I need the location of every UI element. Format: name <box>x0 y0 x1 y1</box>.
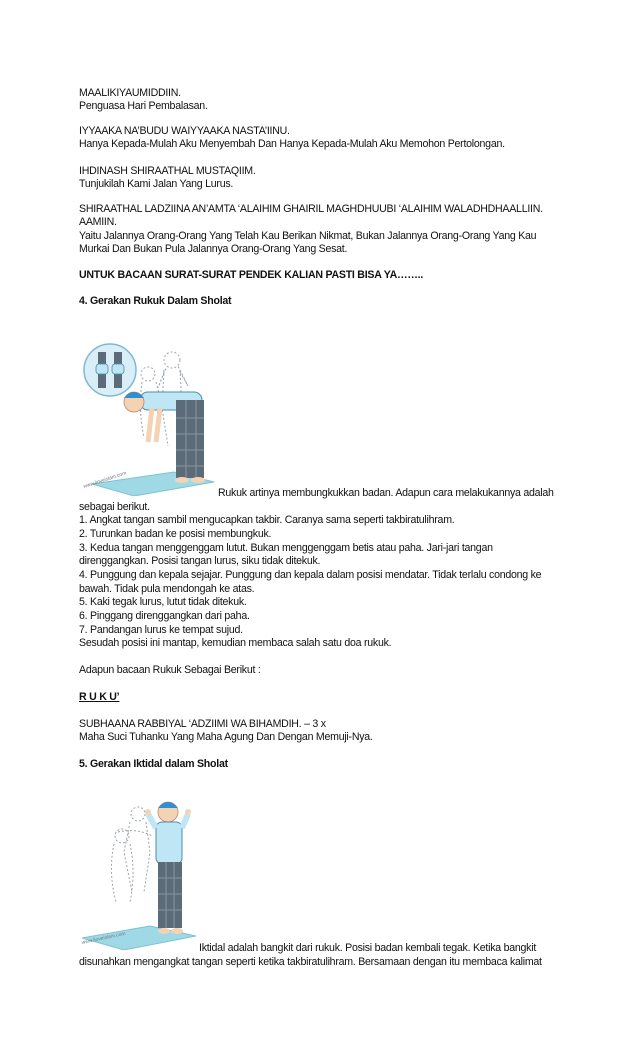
body-line: sebagai berikut. <box>79 501 150 513</box>
bold-notice: UNTUK BACAAN SURAT-SURAT PENDEK KALIAN PASTI BISA YA…….. <box>79 269 424 281</box>
rukuk-reading-intro: Adapun bacaan Rukuk Sebagai Berikut : <box>79 664 261 676</box>
translation-line: Penguasa Hari Pembalasan. <box>79 100 208 112</box>
rukuk-step-3: 3. Kedua tangan menggenggam lutut. Bukan menggenggam betis atau paha. Jari-jari tangan <box>79 542 493 554</box>
rukuk-step-4-cont: bawah. Tidak pula mendongah ke atas. <box>79 583 255 595</box>
arabic-verse-shiraathal: SHIRAATHAL LADZIINA AN’AMTA ‘ALAIHIM GHAIRIL MAGHDHUUBI ‘ALAIHIM WALADHDHAALLIIN. <box>79 203 543 215</box>
rukuk-step-1: 1. Angkat tangan sambil mengucapkan takbir. Caranya sama seperti takbiratulihram. <box>79 514 455 526</box>
arabic-verse-maalikiyaumiddiin: MAALIKIYAUMIDDIIN. <box>79 87 181 99</box>
translation-line: Tunjukilah Kami Jalan Yang Lurus. <box>79 178 234 190</box>
rukuk-step-5: 5. Kaki tegak lurus, lutut tidak ditekuk. <box>79 596 247 608</box>
rukuk-step-6: 6. Pinggang direnggangkan dari paha. <box>79 610 250 622</box>
rukuk-step-7: 7. Pandangan lurus ke tempat sujud. <box>79 624 243 636</box>
arabic-verse-iyyaaka: IYYAAKA NA’BUDU WAIYYAAKA NASTA’IINU. <box>79 125 290 137</box>
rukuk-closing: Sesudah posisi ini mantap, kemudian membaca salah satu doa rukuk. <box>79 637 392 649</box>
ruku-translation: Maha Suci Tuhanku Yang Maha Agung Dan Dengan Memuji-Nya. <box>79 731 373 743</box>
iktidal-intro: Iktidal adalah bangkit dari rukuk. Posisi badan kembali tegak. Ketika bangkit <box>199 942 537 954</box>
watermark: www.iloveislam.com <box>82 470 128 490</box>
translation-line: Yaitu Jalannya Orang-Orang Yang Telah Kau Berikan Nikmat, Bukan Jalannya Orang-Orang Yang Kau <box>79 230 537 242</box>
aamiin-line: AAMIIN. <box>79 216 117 228</box>
body-line: disunahkan mengangkat tangan seperti ketika takbiratulihram. Bersamaan dengan itu membaca kalimat <box>79 956 542 968</box>
rukuk-intro: Rukuk artinya membungkukkan badan. Adapun cara melakukannya adalah <box>218 487 554 499</box>
watermark: www.iloveislam.com <box>81 930 127 946</box>
ruku-recitation: SUBHAANA RABBIYAL ‘ADZIIMI WA BIHAMDIH. – 3 x <box>79 718 326 730</box>
ruku-heading: R U K U’ <box>79 691 120 703</box>
rukuk-step-2: 2. Turunkan badan ke posisi membungkuk. <box>79 528 272 540</box>
translation-line: Hanya Kepada-Mulah Aku Menyembah Dan Hanya Kepada-Mulah Aku Memohon Pertolongan. <box>79 138 505 150</box>
iktidal-illustration <box>78 792 198 950</box>
rukuk-illustration <box>78 338 216 496</box>
translation-line: Murkai Dan Bukan Pula Jalannya Orang-Orang Yang Sesat. <box>79 243 348 255</box>
arabic-verse-ihdinash: IHDINASH SHIRAATHAL MUSTAQIIM. <box>79 165 256 177</box>
rukuk-step-4: 4. Punggung dan kepala sejajar. Punggung dan kepala dalam posisi mendatar. Tidak terlalu condong ke <box>79 569 542 581</box>
section-heading-rukuk: 4. Gerakan Rukuk Dalam Sholat <box>79 295 232 307</box>
rukuk-step-3-cont: direnggangkan. Posisi tangan lurus, siku tidak ditekuk. <box>79 555 321 567</box>
section-heading-iktidal: 5. Gerakan Iktidal dalam Sholat <box>79 758 228 770</box>
